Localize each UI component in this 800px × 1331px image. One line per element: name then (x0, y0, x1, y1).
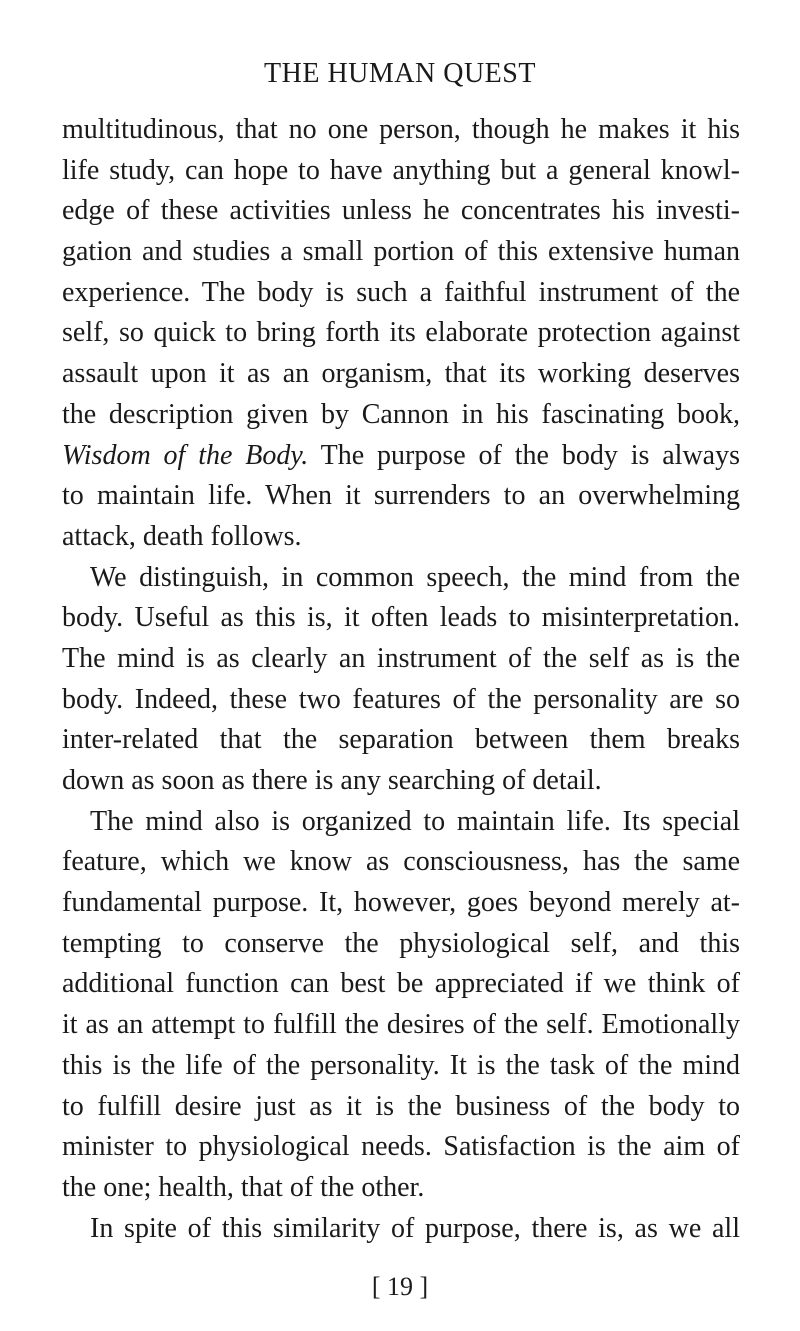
page-number: [ 19 ] (371, 1272, 429, 1301)
text-line: life study, can hope to have anything but a general knowl- (62, 154, 740, 186)
text-line: feature, which we know as consciousness, has the same (62, 846, 740, 878)
text-line: multitudinous, that no one person, though he makes it his (62, 114, 740, 145)
text-line: We distinguish, in common speech, the mind from the (90, 561, 740, 593)
text-line: down as soon as there is any searching of detail. (62, 765, 602, 796)
text-line: In spite of this similarity of purpose, there is, as we all (90, 1212, 740, 1244)
text-line: inter-related that the separation between them breaks (62, 724, 740, 756)
body-text (62, 110, 740, 1249)
text-line: attack, death follows. (62, 520, 302, 552)
text-line: tempting to conserve the physiological self, and this (62, 927, 740, 959)
text-line: The mind also is organized to maintain life. Its special (90, 805, 740, 837)
text-line: minister to physiological needs. Satisfaction is the aim of (62, 1131, 740, 1163)
text-line: the one; health, that of the other. (62, 1171, 425, 1203)
text-line: fundamental purpose. It, however, goes beyond merely at- (62, 887, 740, 919)
text-line: self, so quick to bring forth its elaborate protection against (62, 317, 740, 349)
book-title-italic: Wisdom of the Body. (62, 439, 309, 471)
text-line-rest: The purpose of the body is always (308, 439, 740, 471)
text-line: gation and studies a small portion of this extensive human (62, 236, 740, 268)
text-line: body. Indeed, these two features of the personality are so (62, 683, 740, 715)
text-line: additional function can best be appreciated if we think of (62, 968, 740, 1000)
text-line: assault upon it as an organism, that its working deserves (62, 358, 740, 390)
text-line (62, 436, 740, 477)
text-line: edge of these activities unless he concentrates his investi- (62, 195, 740, 227)
text-line: the description given by Cannon in his fascinating book, (62, 398, 740, 430)
text-line: body. Useful as this is, it often leads to misinterpretation. (62, 602, 740, 634)
text-line: it as an attempt to fulfill the desires of the self. Emotionally (62, 1009, 740, 1041)
text-line: this is the life of the personality. It is the task of the mind (62, 1049, 740, 1081)
text-line: to fulfill desire just as it is the business of the body to (62, 1090, 740, 1122)
text-line: experience. The body is such a faithful instrument of the (62, 276, 740, 308)
text-line: to maintain life. When it surrenders to an overwhelming (62, 480, 740, 512)
text-line: The mind is as clearly an instrument of the self as is the (62, 642, 740, 674)
running-head: THE HUMAN QUEST (264, 58, 536, 89)
